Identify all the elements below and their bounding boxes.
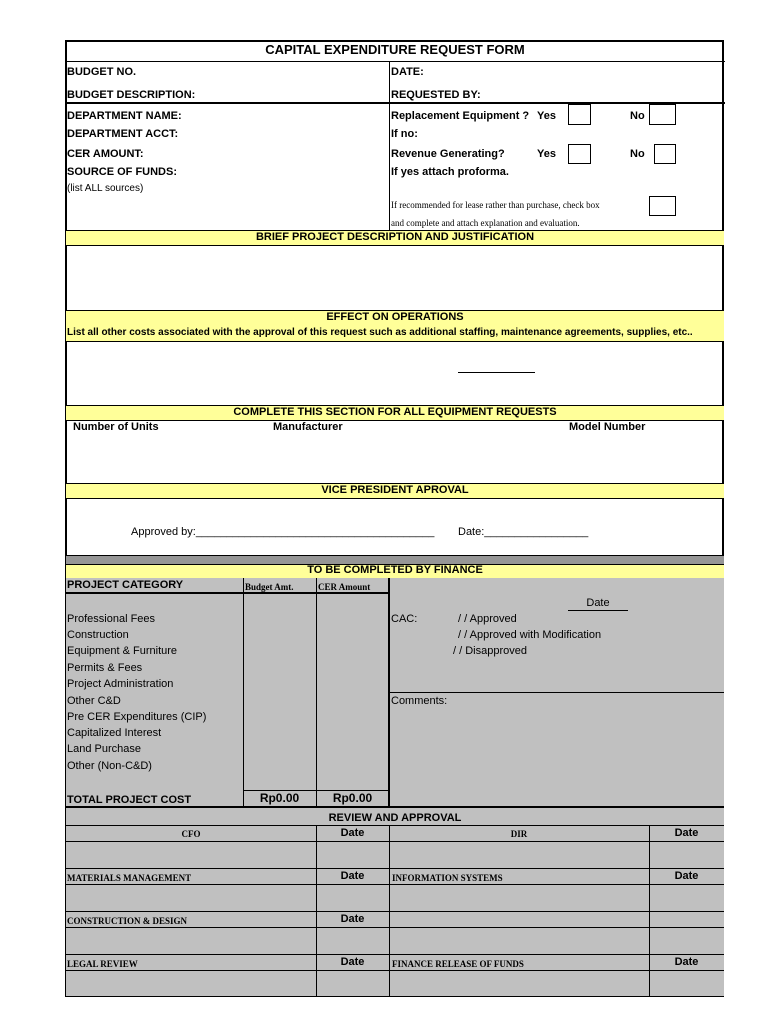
effect-operations-input[interactable] bbox=[66, 341, 724, 405]
revenue-no-label: No bbox=[630, 148, 645, 160]
number-of-units-label: Number of Units bbox=[73, 421, 159, 433]
divider bbox=[66, 884, 724, 885]
project-category-label: PROJECT CATEGORY bbox=[67, 579, 184, 591]
cac-date-rule bbox=[568, 610, 628, 611]
replacement-equipment-label: Replacement Equipment ? bbox=[391, 110, 530, 122]
lease-note-line2: and complete and attach explanation and evaluation. bbox=[391, 218, 580, 228]
finance-release-label: FINANCE RELEASE OF FUNDS bbox=[392, 959, 524, 969]
replacement-no-checkbox[interactable] bbox=[649, 104, 676, 125]
budget-amt-header: Budget Amt. bbox=[245, 582, 294, 592]
construction-design-label: CONSTRUCTION & DESIGN bbox=[67, 916, 188, 926]
cfo-label: CFO bbox=[181, 829, 201, 839]
information-systems-label: INFORMATION SYSTEMS bbox=[392, 873, 503, 883]
construction-date-label: Date bbox=[340, 913, 365, 925]
list-all-sources-label: (list ALL sources) bbox=[67, 183, 144, 194]
replacement-yes-label: Yes bbox=[537, 110, 556, 122]
category-item: Land Purchase bbox=[67, 743, 141, 755]
dir-label: DIR bbox=[510, 829, 528, 839]
materials-management-label: MATERIALS MANAGEMENT bbox=[67, 873, 192, 883]
approved-option[interactable]: / / Approved bbox=[458, 613, 517, 625]
if-yes-attach-label: If yes attach proforma. bbox=[391, 166, 509, 178]
divider bbox=[66, 970, 724, 971]
total-cer-value: Rp0.00 bbox=[332, 791, 373, 805]
vp-approval-heading: VICE PRESIDENT APROVAL bbox=[321, 484, 469, 496]
total-project-cost-label: TOTAL PROJECT COST bbox=[67, 794, 192, 806]
divider bbox=[66, 868, 724, 869]
cer-amount-header: CER Amount bbox=[318, 582, 371, 592]
manufacturer-label: Manufacturer bbox=[273, 421, 343, 433]
category-item: Other C&D bbox=[67, 695, 121, 707]
cer-amount-label: CER AMOUNT: bbox=[67, 148, 144, 160]
lease-note-line1: If recommended for lease rather than purchase, check box bbox=[391, 200, 600, 210]
equipment-heading: COMPLETE THIS SECTION FOR ALL EQUIPMENT REQUESTS bbox=[233, 406, 557, 418]
revenue-yes-checkbox[interactable] bbox=[568, 144, 591, 164]
budget-description-label: BUDGET DESCRIPTION: bbox=[67, 89, 196, 101]
divider bbox=[316, 578, 317, 806]
model-number-label: Model Number bbox=[569, 421, 646, 433]
divider bbox=[66, 841, 724, 842]
replacement-no-label: No bbox=[630, 110, 645, 122]
category-item: Equipment & Furniture bbox=[67, 645, 178, 657]
category-item: Professional Fees bbox=[67, 613, 156, 625]
brief-project-input[interactable] bbox=[66, 245, 724, 309]
category-item: Pre CER Expenditures (CIP) bbox=[67, 711, 207, 723]
approved-mod-option[interactable]: / / Approved with Modification bbox=[458, 629, 602, 641]
requested-by-label: REQUESTED BY: bbox=[391, 89, 481, 101]
cfo-date-label: Date bbox=[340, 827, 365, 839]
lease-checkbox[interactable] bbox=[649, 196, 676, 216]
divider bbox=[66, 911, 724, 912]
brief-project-heading: BRIEF PROJECT DESCRIPTION AND JUSTIFICATION bbox=[255, 231, 535, 243]
divider bbox=[65, 102, 725, 104]
cac-label: CAC: bbox=[391, 613, 418, 625]
materials-date-label: Date bbox=[340, 870, 365, 882]
department-name-label: DEPARTMENT NAME: bbox=[67, 110, 182, 122]
revenue-generating-label: Revenue Generating? bbox=[391, 148, 505, 160]
disapproved-option[interactable]: / / Disapproved bbox=[453, 645, 527, 657]
source-of-funds-label: SOURCE OF FUNDS: bbox=[67, 166, 177, 178]
divider bbox=[65, 61, 725, 62]
revenue-no-checkbox[interactable] bbox=[654, 144, 676, 164]
short-rule bbox=[458, 372, 535, 373]
legal-date-label: Date bbox=[340, 956, 365, 968]
divider bbox=[66, 825, 724, 826]
effect-operations-heading: EFFECT ON OPERATIONS bbox=[326, 311, 464, 323]
cac-date-label: Date bbox=[586, 597, 610, 609]
divider bbox=[389, 692, 724, 693]
budget-no-label: BUDGET NO. bbox=[67, 66, 137, 78]
vp-date-field[interactable]: Date:_________________ bbox=[458, 526, 589, 538]
category-item: Other (Non-C&D) bbox=[67, 760, 152, 772]
divider bbox=[66, 954, 724, 955]
revenue-yes-label: Yes bbox=[537, 148, 556, 160]
finance-release-date-label: Date bbox=[674, 956, 699, 968]
list-other-costs-text: List all other costs associated with the approval of this request such as additional staffing, maintenance agreements, supplies, etc.. bbox=[67, 327, 693, 338]
total-budget-value: Rp0.00 bbox=[259, 791, 300, 805]
category-item: Capitalized Interest bbox=[67, 727, 162, 739]
category-item: Project Administration bbox=[67, 678, 174, 690]
divider bbox=[243, 578, 244, 806]
category-item: Permits & Fees bbox=[67, 662, 143, 674]
finance-heading: TO BE COMPLETED BY FINANCE bbox=[307, 564, 483, 576]
divider bbox=[389, 103, 390, 230]
review-approval-heading: REVIEW AND APPROVAL bbox=[328, 812, 462, 824]
comments-label: Comments: bbox=[391, 695, 448, 707]
divider bbox=[66, 927, 724, 928]
if-no-label: If no: bbox=[391, 128, 418, 140]
category-item: Construction bbox=[67, 629, 129, 641]
info-systems-date-label: Date bbox=[674, 870, 699, 882]
approved-by-field[interactable]: Approved by:_______________________________________ bbox=[131, 526, 435, 538]
replacement-yes-checkbox[interactable] bbox=[568, 104, 591, 125]
date-label: DATE: bbox=[391, 66, 424, 78]
divider bbox=[389, 61, 390, 102]
department-acct-label: DEPARTMENT ACCT: bbox=[67, 128, 179, 140]
legal-review-label: LEGAL REVIEW bbox=[67, 959, 138, 969]
dir-date-label: Date bbox=[674, 827, 699, 839]
form-title: CAPITAL EXPENDITURE REQUEST FORM bbox=[265, 42, 525, 57]
